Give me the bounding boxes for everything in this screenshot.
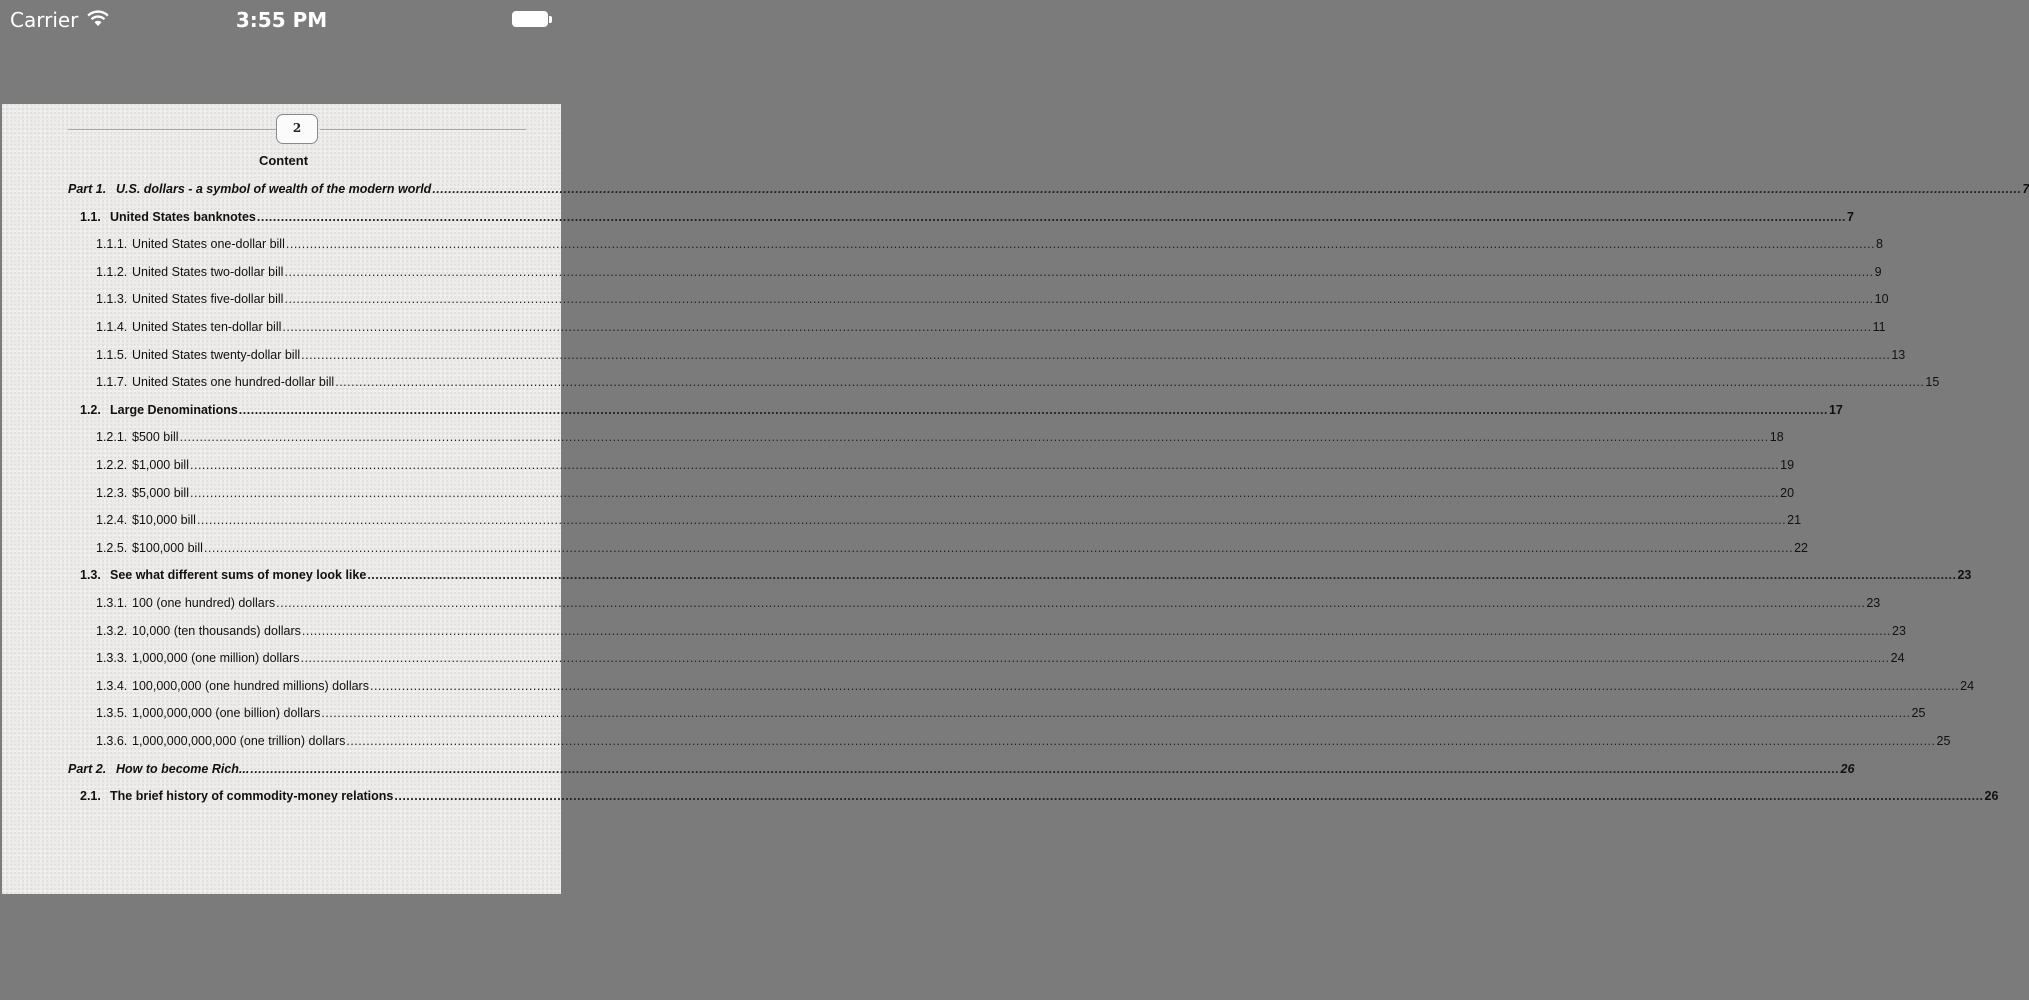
toc-entry-page: 18 <box>1769 430 1784 445</box>
toc-entry[interactable] <box>96 728 1951 748</box>
toc-dot-leader: ................................................................................................................................................................................................................................................................................................................................................................................................................ <box>276 596 1866 610</box>
toc-dot-leader: ................................................................................................................................................................................................................................................................................................................................................................................................................ <box>190 485 1780 500</box>
toc-entry-title: United States twenty-dollar bill <box>132 347 301 362</box>
document-page[interactable] <box>2 104 2029 894</box>
toc-entry-title: $1,000 bill <box>132 458 189 472</box>
toc-entry-page: 23 <box>1957 568 1972 583</box>
toc-entry[interactable] <box>96 231 1883 252</box>
toc-entry-number: 1.3. <box>80 568 101 583</box>
toc-entry-title: 1,000,000,000,000 (one trillion) dollars <box>132 734 346 748</box>
toc-entry-page: 23 <box>1892 623 1906 638</box>
toc-entry-title: 1,000,000,000 (one billion) dollars <box>132 706 321 721</box>
toc-entry[interactable] <box>96 342 1906 362</box>
toc-dot-leader: ................................................................................................................................................................................................................................................................................................................................................................................................................ <box>284 292 1874 307</box>
toc-entry-page: 25 <box>1911 706 1926 721</box>
toc-entry[interactable] <box>68 756 1855 776</box>
toc-entry-title: United States one hundred-dollar bill <box>132 375 335 390</box>
toc-entry-title: Large Denominations <box>110 402 238 417</box>
toc-entry-number: 1.2.1. <box>96 430 128 445</box>
toc-entry[interactable] <box>96 369 1940 390</box>
toc-dot-leader: ................................................................................................................................................................................................................................................................................................................................................................................................................ <box>300 651 1890 666</box>
battery-tip <box>549 16 552 23</box>
toc-entry-page: 26 <box>1984 789 1999 804</box>
toc-title: Content <box>258 153 309 168</box>
toc-entry-page: 24 <box>1960 678 1975 693</box>
toc-entry-page: 17 <box>1828 402 1843 417</box>
status-bar <box>0 0 563 40</box>
toc-entry-title: 100,000,000 (one hundred millions) dollars <box>132 678 369 693</box>
toc-entry[interactable] <box>96 673 1975 693</box>
battery-icon <box>512 11 548 27</box>
page-number-badge: 2 <box>276 114 318 144</box>
toc-entry[interactable] <box>96 590 1881 610</box>
toc-entry-title: 1,000,000 (one million) dollars <box>132 651 300 666</box>
toc-entry-title: The brief history of commodity-money relations <box>110 789 394 804</box>
toc-entry[interactable] <box>96 618 1906 638</box>
header-rule-right <box>320 129 526 130</box>
toc-entry-number: 1.3.5. <box>96 706 128 721</box>
toc-entry[interactable] <box>80 204 1854 224</box>
toc-dot-leader: ................................................................................................................................................................................................................................................................................................................................................................................................................ <box>203 540 1794 555</box>
toc-entry-page: 8 <box>1876 237 1883 252</box>
toc-entry-title: How to become Rich... <box>116 761 250 776</box>
toc-entry-number: 1.1.5. <box>96 347 128 362</box>
toc-entry[interactable] <box>96 259 1882 279</box>
toc-entry-page: 15 <box>1925 375 1940 390</box>
toc-dot-leader: ................................................................................................................................................................................................................................................................................................................................................................................................................ <box>196 513 1787 528</box>
toc-entry-title: U.S. dollars - a symbol of wealth of the modern world <box>116 182 432 196</box>
toc-entry-title: United States ten-dollar bill <box>132 320 282 334</box>
toc-entry-number: 1.1.4. <box>96 320 128 334</box>
toc-entry-page: 7 <box>1847 209 1854 224</box>
toc-dot-leader: ................................................................................................................................................................................................................................................................................................................................................................................................................ <box>179 430 1769 445</box>
toc-entry[interactable] <box>68 176 2029 196</box>
toc-entry-page: 11 <box>1872 320 1886 334</box>
toc-entry-number: 1.1.3. <box>96 292 128 307</box>
toc-entry-title: United States two-dollar bill <box>132 264 284 279</box>
toc-entry-title: $100,000 bill <box>132 540 203 555</box>
carrier-label: Carrier <box>10 8 79 32</box>
toc-dot-leader: ................................................................................................................................................................................................................................................................................................................................................................................................................ <box>250 761 1840 776</box>
toc-dot-leader: ................................................................................................................................................................................................................................................................................................................................................................................................................ <box>394 789 1984 804</box>
toc-entry-title: $10,000 bill <box>132 513 196 528</box>
toc-entry-number: 1.2. <box>80 402 101 417</box>
toc-entry-number: Part 2. <box>68 761 107 776</box>
toc-dot-leader: ................................................................................................................................................................................................................................................................................................................................................................................................................ <box>256 209 1847 224</box>
toc-entry-number: 1.3.1. <box>96 596 128 610</box>
toc-entry-title: $500 bill <box>132 430 179 445</box>
toc-entry-number: 1.3.6. <box>96 734 128 748</box>
toc-entry[interactable] <box>96 535 1808 555</box>
toc-entry-title: United States one-dollar bill <box>132 237 285 252</box>
toc-entry-number: 1.3.4. <box>96 678 128 693</box>
toc-entry-page: 23 <box>1866 596 1881 610</box>
toc-entry-number: 1.2.3. <box>96 485 128 500</box>
toc-entry[interactable] <box>96 424 1784 445</box>
toc-entry-number: 1.1.7. <box>96 375 128 390</box>
toc-dot-leader: ................................................................................................................................................................................................................................................................................................................................................................................................................ <box>301 347 1891 362</box>
toc-entry-number: Part 1. <box>68 182 107 196</box>
toc-entry-number: 1.1. <box>80 209 101 224</box>
header-rule-left <box>68 129 276 130</box>
clock: 3:55 PM <box>235 8 328 32</box>
toc-entry-title: 100 (one hundred) dollars <box>132 596 276 610</box>
toc-dot-leader: ................................................................................................................................................................................................................................................................................................................................................................................................................ <box>335 375 1925 390</box>
toc-entry-page: 10 <box>1874 292 1889 307</box>
toc-entry[interactable] <box>96 700 1926 721</box>
toc-entry[interactable] <box>96 452 1795 472</box>
toc-entry[interactable] <box>80 397 1843 417</box>
toc-entry[interactable] <box>96 314 1886 334</box>
toc-dot-leader: ................................................................................................................................................................................................................................................................................................................................................................................................................ <box>367 568 1957 583</box>
toc-entry-title: United States banknotes <box>110 209 256 224</box>
toc-dot-leader: ................................................................................................................................................................................................................................................................................................................................................................................................................ <box>321 706 1911 721</box>
toc-entry-page: 19 <box>1780 458 1795 472</box>
toc-entry[interactable] <box>96 480 1795 500</box>
toc-dot-leader: ................................................................................................................................................................................................................................................................................................................................................................................................................ <box>369 678 1960 693</box>
toc-entry-title: See what different sums of money look like <box>110 568 367 583</box>
toc-entry-page: 9 <box>1874 264 1882 279</box>
toc-entry-number: 2.1. <box>80 789 101 804</box>
toc-entry[interactable] <box>80 783 1999 804</box>
toc-entry-title: United States five-dollar bill <box>132 292 284 307</box>
toc-entry[interactable] <box>96 286 1889 307</box>
toc-entry-number: 1.2.5. <box>96 540 128 555</box>
toc-entry-page: 7 <box>2022 182 2029 196</box>
toc-entry-number: 1.3.3. <box>96 651 128 666</box>
toc-entry-number: 1.2.4. <box>96 513 128 528</box>
toc-dot-leader: ................................................................................................................................................................................................................................................................................................................................................................................................................ <box>346 734 1936 748</box>
toc-entry-title: $5,000 bill <box>132 485 189 500</box>
toc-dot-leader: ................................................................................................................................................................................................................................................................................................................................................................................................................ <box>301 623 1892 638</box>
toc-entry-number: 1.3.2. <box>96 623 128 638</box>
toc-entry[interactable] <box>80 562 1972 583</box>
toc-dot-leader: ................................................................................................................................................................................................................................................................................................................................................................................................................ <box>238 402 1828 417</box>
toc-entry-page: 13 <box>1891 347 1906 362</box>
toc-entry-page: 21 <box>1787 513 1802 528</box>
toc-entry-number: 1.1.1. <box>96 237 128 252</box>
toc-entry-page: 26 <box>1840 761 1855 776</box>
toc-dot-leader: ................................................................................................................................................................................................................................................................................................................................................................................................................ <box>284 264 1874 279</box>
toc-entry-page: 25 <box>1936 734 1951 748</box>
toc-dot-leader: ................................................................................................................................................................................................................................................................................................................................................................................................................ <box>285 237 1876 252</box>
toc-entry-page: 22 <box>1794 540 1808 555</box>
toc-entry-number: 1.2.2. <box>96 458 128 472</box>
toc-entry-number: 1.1.2. <box>96 264 128 279</box>
toc-entry[interactable] <box>96 645 1905 666</box>
toc-entry-title: 10,000 (ten thousands) dollars <box>132 623 301 638</box>
toc-dot-leader: ................................................................................................................................................................................................................................................................................................................................................................................................................ <box>282 320 1872 334</box>
toc-entry[interactable] <box>96 507 1802 528</box>
toc-entry-page: 20 <box>1780 485 1795 500</box>
toc-dot-leader: ................................................................................................................................................................................................................................................................................................................................................................................................................ <box>190 458 1780 472</box>
toc-entry-page: 24 <box>1890 651 1905 666</box>
toc-dot-leader: ................................................................................................................................................................................................................................................................................................................................................................................................................ <box>432 182 2022 196</box>
